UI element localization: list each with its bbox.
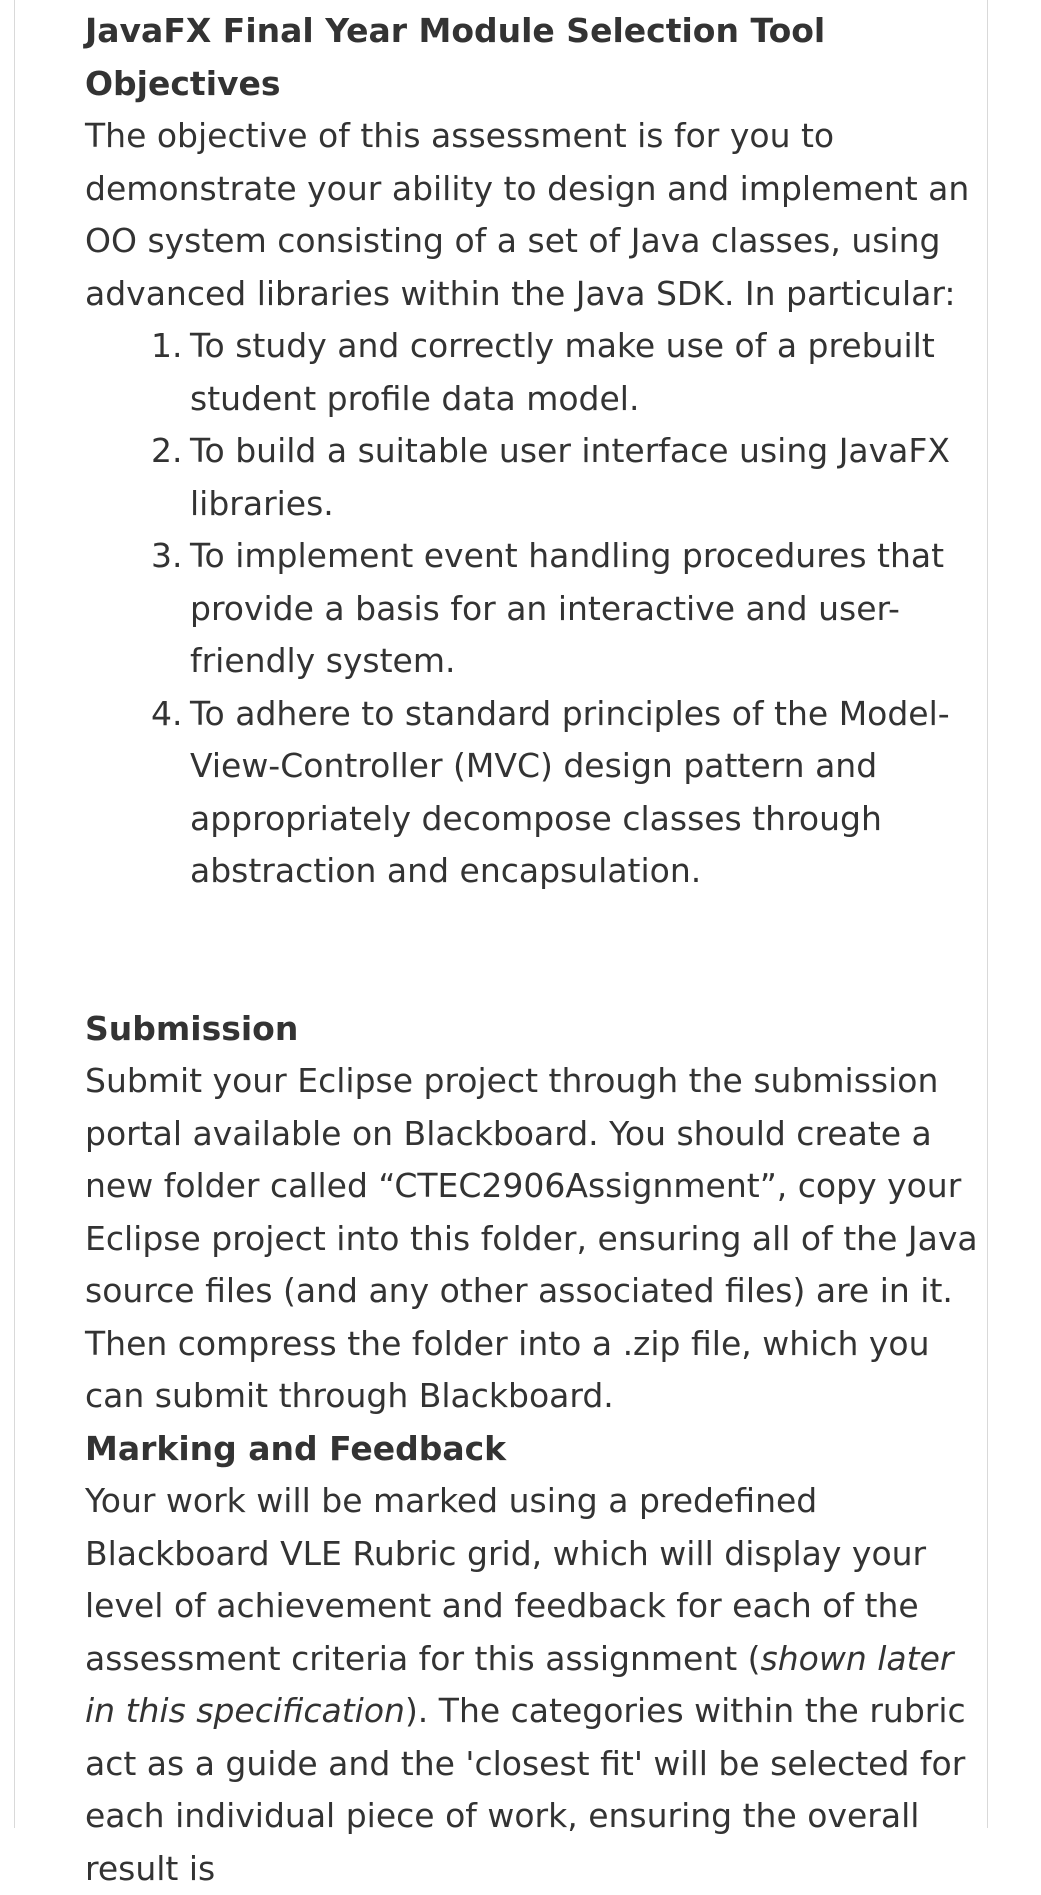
marking-text	[85, 1475, 985, 1895]
objectives-heading: Objectives	[85, 63, 281, 103]
objective-item	[85, 425, 985, 530]
objectives-list	[85, 320, 985, 898]
objective-number: 4.	[151, 693, 183, 733]
objective-item	[85, 688, 985, 898]
objective-text: To adhere to standard principles of the Model-View-Controller (MVC) design pattern and appropriately decompose classes through abstraction and encapsulation.	[190, 693, 950, 890]
submission-heading: Submission	[85, 1008, 299, 1048]
document-title: JavaFX Final Year Module Selection Tool	[85, 11, 826, 50]
marking-heading: Marking and Feedback	[85, 1428, 507, 1468]
section-spacer	[85, 898, 985, 1003]
marking-text-end: ). The categories within the rubric act as a guide and the 'closest fit' will be selected for each individual piece of work, ensuring the overall result is	[85, 1691, 966, 1888]
objective-item	[85, 320, 985, 425]
objectives-intro: The objective of this assessment is for you to demonstrate your ability to design and implement an OO system consisting of a set of Java classes, using advanced libraries within the Java SDK. In particular:	[85, 116, 970, 313]
objective-number: 2.	[151, 431, 183, 470]
objective-number: 1.	[151, 326, 183, 365]
objective-number: 3.	[151, 536, 183, 575]
objective-item	[85, 530, 985, 688]
marking-text-start: Your work will be marked using a predefined Blackboard VLE Rubric grid, which will display your level of achievement and feedback for each of the assessment criteria for this assignment (	[85, 1481, 927, 1678]
submission-text: Submit your Eclipse project through the submission portal available on Blackboard. You should create a new folder called “CTEC2906Assignment”, copy your Eclipse project into this folder, ensuring all of the Java source files (and any other associated files) are in it. Then compress the folder into a .zip file, which you can submit through Blackboard.	[85, 1061, 978, 1415]
objective-text: To study and correctly make use of a prebuilt student profile data model.	[190, 326, 935, 418]
objective-text: To implement event handling procedures that provide a basis for an interactive and user-friendly system.	[190, 536, 945, 680]
document-content	[85, 5, 985, 1895]
marking-text-italic: shown later in this specification	[85, 1638, 954, 1730]
document-page	[14, 0, 988, 1888]
objective-text: To build a suitable user interface using JavaFX libraries.	[190, 431, 950, 523]
